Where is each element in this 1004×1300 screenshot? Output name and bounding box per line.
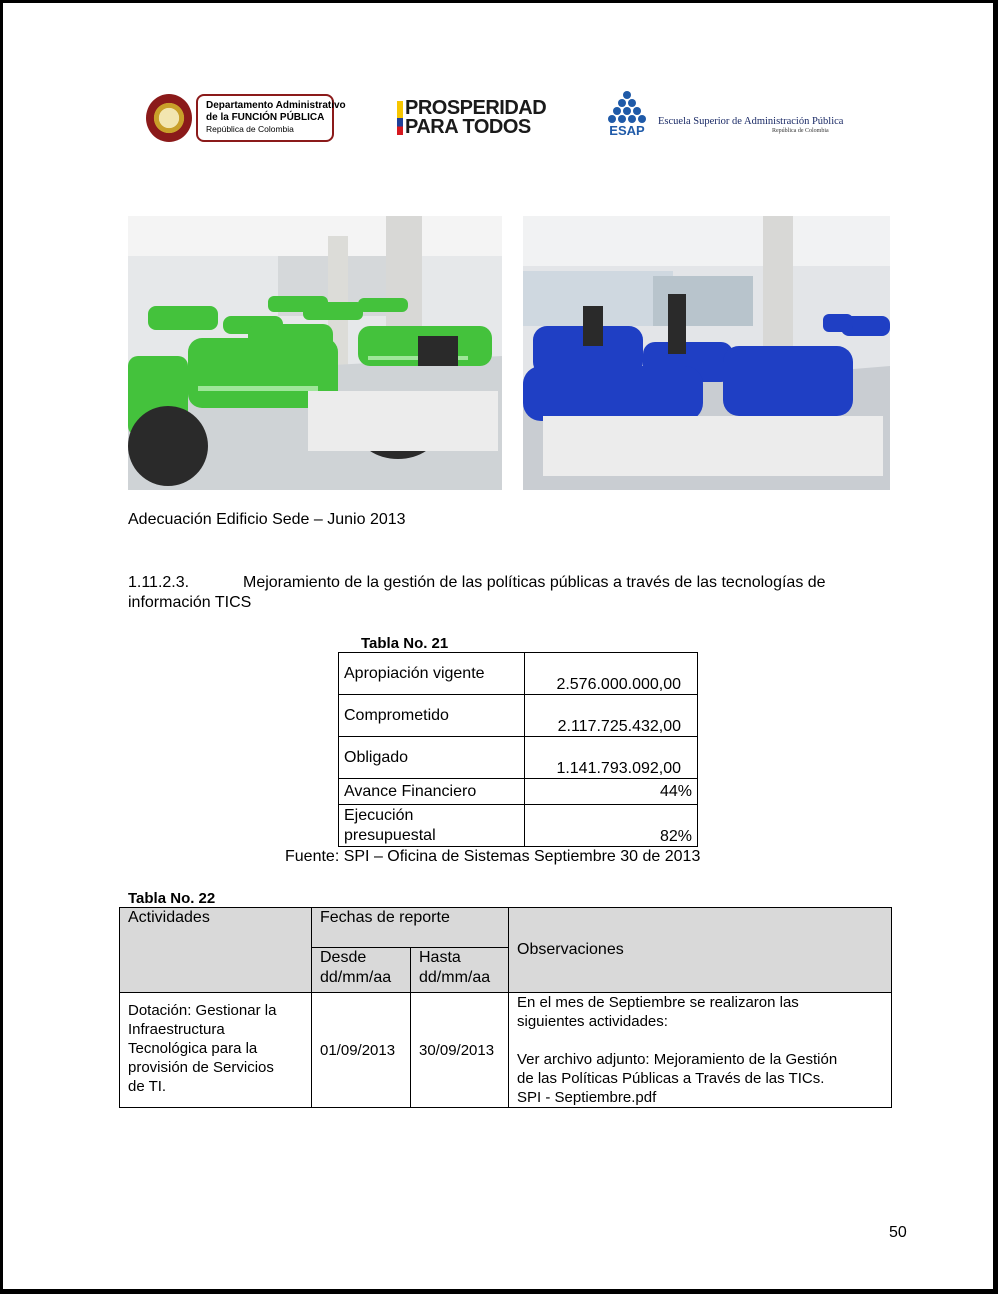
row-value: 2.117.725.432,00 bbox=[525, 695, 698, 737]
row-value: 1.141.793.092,00 bbox=[525, 737, 698, 779]
table-22-title: Tabla No. 22 bbox=[128, 890, 216, 907]
esap-dots-icon bbox=[602, 90, 652, 140]
table-row bbox=[339, 779, 698, 805]
header-to-line: dd/mm/aa bbox=[419, 969, 491, 986]
row-label-line: Ejecución bbox=[344, 807, 414, 824]
header-to-line: Hasta bbox=[419, 949, 461, 966]
activity-line: Infraestructura bbox=[128, 1021, 225, 1038]
header-observations: Observaciones bbox=[509, 908, 892, 993]
row-label: Apropiación vigente bbox=[339, 653, 525, 695]
activity-line: Dotación: Gestionar la bbox=[128, 1002, 277, 1019]
row-value: 44% bbox=[525, 779, 698, 805]
logo-text-line: PROSPERIDAD bbox=[405, 97, 547, 119]
section-number: 1.11.2.3. bbox=[128, 574, 190, 591]
table-row bbox=[339, 653, 698, 695]
table-row bbox=[120, 993, 892, 1108]
table-21-source: Fuente: SPI – Oficina de Sistemas Septiembre 30 de 2013 bbox=[285, 848, 701, 865]
observations-paragraph bbox=[517, 1050, 883, 1107]
budget-table bbox=[338, 652, 698, 847]
header-from-line: dd/mm/aa bbox=[320, 969, 392, 986]
table-row bbox=[339, 737, 698, 779]
row-value: 82% bbox=[525, 805, 698, 847]
observations-line: siguientes actividades: bbox=[517, 1013, 668, 1030]
from-date-cell: 01/09/2013 bbox=[312, 993, 411, 1108]
logo-text-line: República de Colombia bbox=[206, 124, 294, 134]
esap-acronym: ESAP bbox=[609, 123, 645, 138]
row-value: 2.576.000.000,00 bbox=[525, 653, 698, 695]
colombia-seal-icon bbox=[146, 94, 192, 142]
logo-text-line: PARA TODOS bbox=[405, 116, 531, 138]
to-date-cell: 30/09/2013 bbox=[411, 993, 509, 1108]
observations-line: Ver archivo adjunto: Mejoramiento de la Gestión bbox=[517, 1051, 838, 1068]
office-photo-blue bbox=[523, 216, 890, 490]
row-label: Comprometido bbox=[339, 695, 525, 737]
attachment-link[interactable]: SPI - Septiembre.pdf bbox=[517, 1089, 657, 1106]
observations-paragraph bbox=[517, 993, 883, 1031]
funcion-publica-logo bbox=[146, 94, 346, 144]
table-21-title: Tabla No. 21 bbox=[361, 635, 449, 652]
header-from bbox=[312, 948, 411, 993]
activity-line: provisión de Servicios bbox=[128, 1059, 274, 1076]
row-label-line: presupuestal bbox=[344, 827, 436, 844]
funcion-publica-logo-box bbox=[196, 94, 346, 142]
prosperidad-para-todos-logo bbox=[397, 99, 551, 139]
observations-line: de las Políticas Públicas a Través de las TICs. bbox=[517, 1070, 825, 1087]
header-from-line: Desde bbox=[320, 949, 367, 966]
office-photo-green bbox=[128, 216, 502, 490]
header-to bbox=[411, 948, 509, 993]
colombia-flag-icon bbox=[397, 101, 403, 135]
section-title-line2: información TICS bbox=[128, 594, 252, 611]
esap-name: Escuela Superior de Administración Pública bbox=[658, 116, 844, 127]
observations-cell bbox=[509, 993, 892, 1108]
row-label: Avance Financiero bbox=[339, 779, 525, 805]
photo-caption: Adecuación Edificio Sede – Junio 2013 bbox=[128, 511, 406, 528]
section-title-line1: Mejoramiento de la gestión de las políticas públicas a través de las tecnologías de bbox=[243, 574, 826, 591]
table-row bbox=[339, 695, 698, 737]
header-activities: Actividades bbox=[120, 908, 312, 993]
header-report-dates: Fechas de reporte bbox=[312, 908, 509, 948]
logo-text-line: Departamento Administrativo bbox=[206, 100, 346, 111]
esap-subtitle: República de Colombia bbox=[772, 128, 829, 134]
row-label bbox=[339, 805, 525, 847]
section-heading bbox=[128, 573, 900, 613]
activity-line: Tecnológica para la bbox=[128, 1040, 258, 1057]
table-row bbox=[339, 805, 698, 847]
table-header-row bbox=[120, 908, 892, 948]
page-number: 50 bbox=[889, 1224, 907, 1241]
activity-line: de TI. bbox=[128, 1078, 167, 1095]
activity-cell bbox=[120, 993, 312, 1108]
activities-table bbox=[119, 907, 892, 1108]
row-label: Obligado bbox=[339, 737, 525, 779]
logo-text-line: de la FUNCIÓN PÚBLICA bbox=[206, 112, 325, 123]
esap-logo bbox=[602, 90, 844, 140]
observations-line: En el mes de Septiembre se realizaron las bbox=[517, 994, 799, 1011]
